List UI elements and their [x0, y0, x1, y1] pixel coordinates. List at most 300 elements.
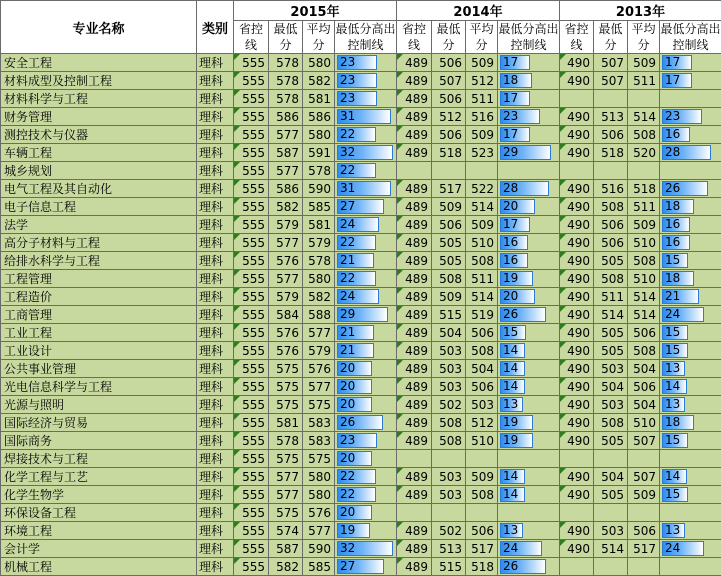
control-line-cell: 555: [234, 252, 269, 270]
table-row: [1, 558, 721, 576]
avg-score-cell: 514: [466, 198, 498, 216]
avg-score-cell: 585: [303, 558, 335, 576]
control-line-cell: 555: [234, 414, 269, 432]
above-line-value: 21: [338, 344, 373, 357]
avg-score-cell: 510: [628, 414, 660, 432]
control-line-cell: 490: [560, 198, 594, 216]
above-line-value: 13: [501, 524, 522, 537]
data-bar: [337, 325, 374, 340]
avg-score-cell: 516: [466, 108, 498, 126]
avg-score-cell: 508: [628, 252, 660, 270]
above-line-value: 17: [501, 218, 529, 231]
above-line-value: 26: [501, 308, 545, 321]
min-score-cell: 506: [594, 234, 628, 252]
data-bar: [337, 163, 376, 178]
above-line-cell: [498, 252, 560, 270]
avg-score-cell: 504: [466, 360, 498, 378]
above-line-cell: [660, 522, 721, 540]
min-score-cell: 581: [269, 414, 303, 432]
control-line-cell: 489: [397, 396, 432, 414]
avg-score-cell: [628, 504, 660, 522]
data-bar: [500, 379, 525, 394]
data-bar: [337, 253, 374, 268]
above-line-cell: [660, 360, 721, 378]
control-line-cell: 489: [397, 486, 432, 504]
avg-score-cell: 510: [628, 270, 660, 288]
above-line-value: 14: [501, 488, 524, 501]
data-bar: [337, 289, 379, 304]
data-bar: [337, 73, 377, 88]
data-bar: [337, 559, 384, 574]
above-line-cell: [335, 288, 397, 306]
category-cell: 理科: [197, 396, 234, 414]
avg-score-cell: 519: [466, 306, 498, 324]
category-cell: 理科: [197, 108, 234, 126]
control-line-cell: 555: [234, 216, 269, 234]
major-name-cell: 化学工程与工艺: [1, 468, 197, 486]
data-bar: [662, 541, 704, 556]
min-score-cell: 502: [432, 396, 466, 414]
data-bar: [662, 145, 711, 160]
above-line-cell: [660, 54, 721, 72]
avg-score-cell: 510: [628, 234, 660, 252]
data-bar: [662, 433, 688, 448]
avg-score-cell: 508: [466, 486, 498, 504]
control-line-cell: 490: [560, 324, 594, 342]
avg-score-cell: 507: [628, 432, 660, 450]
major-name-cell: 工程管理: [1, 270, 197, 288]
avg-score-cell: 518: [466, 558, 498, 576]
table-row: [1, 396, 721, 414]
above-line-cell: [335, 558, 397, 576]
min-score-cell: 584: [269, 306, 303, 324]
min-score-cell: [594, 558, 628, 576]
major-name-cell: 电子信息工程: [1, 198, 197, 216]
major-name-cell: 环境工程: [1, 522, 197, 540]
data-bar: [662, 217, 690, 232]
data-bar: [662, 199, 694, 214]
above-line-cell: [660, 126, 721, 144]
above-line-value: 28: [501, 182, 548, 195]
category-cell: 理科: [197, 468, 234, 486]
data-bar: [662, 73, 692, 88]
table-body: [1, 54, 721, 576]
table-header: [1, 1, 721, 54]
above-line-cell: [498, 270, 560, 288]
data-bar: [500, 253, 528, 268]
avg-score-cell: 508: [628, 342, 660, 360]
above-line-value: 15: [663, 254, 687, 267]
table-row: [1, 432, 721, 450]
table-row: [1, 234, 721, 252]
above-line-cell: [335, 432, 397, 450]
min-score-cell: 505: [594, 432, 628, 450]
above-line-cell: [498, 468, 560, 486]
avg-score-cell: 503: [466, 396, 498, 414]
above-line-value: 26: [338, 416, 382, 429]
above-line-cell: [498, 378, 560, 396]
above-line-cell: [498, 306, 560, 324]
above-line-cell: [335, 270, 397, 288]
avg-score-cell: 585: [303, 198, 335, 216]
above-line-value: 15: [663, 326, 687, 339]
above-line-cell: [335, 126, 397, 144]
min-score-cell: 508: [432, 414, 466, 432]
data-bar: [337, 397, 372, 412]
category-cell: 理科: [197, 126, 234, 144]
major-name-cell: 焊接技术与工程: [1, 450, 197, 468]
table-row: [1, 324, 721, 342]
min-score-cell: 506: [432, 216, 466, 234]
avg-score-cell: 580: [303, 468, 335, 486]
avg-score-cell: 579: [303, 342, 335, 360]
above-line-cell: [660, 90, 721, 108]
data-bar: [337, 361, 372, 376]
data-bar: [662, 55, 692, 70]
control-line-cell: 489: [397, 216, 432, 234]
min-score-cell: 587: [269, 144, 303, 162]
min-score-cell: 575: [269, 360, 303, 378]
data-bar: [337, 487, 376, 502]
above-line-value: 13: [501, 398, 522, 411]
control-line-cell: 490: [560, 108, 594, 126]
min-score-cell: 576: [269, 342, 303, 360]
control-line-header: 省控线: [560, 21, 594, 54]
above-line-value: 20: [338, 506, 371, 519]
avg-score-cell: [466, 162, 498, 180]
avg-score-cell: 510: [466, 234, 498, 252]
control-line-cell: [397, 162, 432, 180]
control-line-cell: 490: [560, 540, 594, 558]
above-line-value: 32: [338, 542, 392, 555]
data-bar: [500, 73, 532, 88]
above-line-value: 17: [501, 128, 529, 141]
avg-score-cell: 509: [628, 486, 660, 504]
min-score-cell: 514: [594, 540, 628, 558]
control-line-cell: 489: [397, 72, 432, 90]
major-name-cell: 环保设备工程: [1, 504, 197, 522]
table-row: [1, 54, 721, 72]
control-line-cell: 555: [234, 342, 269, 360]
major-name-cell: 材料成型及控制工程: [1, 72, 197, 90]
year-2015-header: 2015年: [234, 1, 397, 21]
avg-score-cell: 511: [628, 72, 660, 90]
avg-score-cell: 511: [466, 270, 498, 288]
above-line-cell: [498, 396, 560, 414]
above-line-value: 15: [663, 344, 687, 357]
min-score-cell: 509: [432, 288, 466, 306]
control-line-cell: 490: [560, 144, 594, 162]
above-line-cell: [498, 432, 560, 450]
above-line-value: 19: [501, 434, 532, 447]
major-name-cell: 工业设计: [1, 342, 197, 360]
above-line-value: 29: [338, 308, 387, 321]
min-score-cell: 518: [594, 144, 628, 162]
year-2013-header: 2013年: [560, 1, 721, 21]
above-line-value: 26: [663, 182, 707, 195]
major-name-cell: 车辆工程: [1, 144, 197, 162]
above-line-value: 15: [663, 488, 687, 501]
above-line-cell: [498, 90, 560, 108]
avg-score-cell: 580: [303, 54, 335, 72]
control-line-cell: 489: [397, 108, 432, 126]
above-line-value: 19: [501, 272, 532, 285]
major-name-cell: 工商管理: [1, 306, 197, 324]
major-name-cell: 电气工程及其自动化: [1, 180, 197, 198]
data-bar: [662, 127, 690, 142]
control-line-cell: 555: [234, 144, 269, 162]
above-line-cell: [498, 144, 560, 162]
data-bar: [500, 217, 530, 232]
control-line-cell: 490: [560, 72, 594, 90]
above-line-cell: [335, 54, 397, 72]
control-line-cell: 555: [234, 324, 269, 342]
control-line-cell: 489: [397, 252, 432, 270]
avg-score-cell: 509: [466, 126, 498, 144]
avg-score-cell: 583: [303, 414, 335, 432]
data-bar: [662, 379, 687, 394]
above-line-value: 18: [663, 416, 693, 429]
above-line-cell: [335, 468, 397, 486]
table-row: [1, 270, 721, 288]
above-line-value: 22: [338, 488, 375, 501]
table-row: [1, 162, 721, 180]
control-line-cell: 555: [234, 468, 269, 486]
above-line-value: 13: [663, 524, 684, 537]
above-line-value: 16: [501, 236, 527, 249]
data-bar: [662, 325, 688, 340]
avg-score-cell: 509: [466, 468, 498, 486]
control-line-cell: 555: [234, 108, 269, 126]
data-bar: [337, 91, 377, 106]
min-score-cell: 506: [432, 54, 466, 72]
avg-score-cell: 575: [303, 450, 335, 468]
control-line-cell: 489: [397, 324, 432, 342]
min-score-header: 最低分: [594, 21, 628, 54]
control-line-cell: 555: [234, 126, 269, 144]
above-line-value: 16: [663, 218, 689, 231]
category-cell: 理科: [197, 144, 234, 162]
control-line-cell: 489: [397, 432, 432, 450]
avg-score-cell: 514: [466, 288, 498, 306]
avg-score-header: 平均分: [466, 21, 498, 54]
control-line-cell: 489: [397, 144, 432, 162]
above-line-cell: [335, 234, 397, 252]
control-line-cell: [397, 504, 432, 522]
control-line-cell: 555: [234, 450, 269, 468]
table-row: [1, 540, 721, 558]
above-line-value: 18: [501, 74, 531, 87]
data-bar: [337, 523, 370, 538]
min-score-cell: 577: [269, 234, 303, 252]
above-line-value: 16: [663, 236, 689, 249]
data-bar: [500, 145, 551, 160]
major-name-cell: 工程造价: [1, 288, 197, 306]
min-score-cell: 503: [594, 522, 628, 540]
control-line-cell: 489: [397, 558, 432, 576]
above-line-value: 17: [501, 92, 529, 105]
control-line-cell: 555: [234, 270, 269, 288]
min-score-cell: 508: [432, 432, 466, 450]
above-line-cell: [660, 144, 721, 162]
avg-score-cell: 576: [303, 504, 335, 522]
above-line-value: 26: [501, 560, 545, 573]
min-score-cell: 576: [269, 252, 303, 270]
min-score-cell: 503: [594, 360, 628, 378]
data-bar: [337, 451, 372, 466]
avg-score-cell: 511: [466, 90, 498, 108]
control-line-cell: 555: [234, 90, 269, 108]
above-line-cell: [660, 540, 721, 558]
min-score-cell: 517: [432, 180, 466, 198]
min-score-header: 最低分: [432, 21, 466, 54]
avg-score-cell: 509: [628, 54, 660, 72]
avg-score-cell: 577: [303, 324, 335, 342]
min-score-cell: 579: [269, 216, 303, 234]
avg-score-cell: 590: [303, 540, 335, 558]
major-name-cell: 材料科学与工程: [1, 90, 197, 108]
major-name-cell: 光电信息科学与工程: [1, 378, 197, 396]
above-line-cell: [335, 342, 397, 360]
avg-score-header: 平均分: [303, 21, 335, 54]
data-bar: [662, 343, 688, 358]
above-line-value: 14: [663, 470, 686, 483]
avg-score-cell: 506: [628, 324, 660, 342]
control-line-cell: [397, 450, 432, 468]
above-line-cell: [335, 144, 397, 162]
above-line-cell: [498, 54, 560, 72]
above-line-value: 23: [663, 110, 701, 123]
avg-score-cell: 586: [303, 108, 335, 126]
min-score-cell: 503: [432, 378, 466, 396]
min-score-cell: 507: [432, 72, 466, 90]
control-line-cell: 555: [234, 432, 269, 450]
above-line-value: 14: [501, 344, 524, 357]
data-bar: [337, 379, 372, 394]
above-line-value: 20: [338, 452, 371, 465]
control-line-cell: 490: [560, 270, 594, 288]
avg-score-cell: 514: [628, 306, 660, 324]
data-bar: [337, 343, 374, 358]
table-row: [1, 144, 721, 162]
min-score-cell: 575: [269, 504, 303, 522]
min-score-cell: 512: [432, 108, 466, 126]
above-line-cell: [498, 558, 560, 576]
above-line-cell: [660, 234, 721, 252]
control-line-header: 省控线: [397, 21, 432, 54]
control-line-cell: 555: [234, 72, 269, 90]
above-line-cell: [335, 414, 397, 432]
data-bar: [500, 541, 542, 556]
control-line-cell: 555: [234, 504, 269, 522]
data-bar: [500, 235, 528, 250]
above-line-value: 24: [338, 218, 378, 231]
above-line-cell: [335, 540, 397, 558]
control-line-cell: 490: [560, 522, 594, 540]
data-bar: [337, 505, 372, 520]
data-bar: [337, 433, 377, 448]
min-score-cell: 513: [594, 108, 628, 126]
major-name-cell: 法学: [1, 216, 197, 234]
min-score-cell: 578: [269, 90, 303, 108]
avg-score-cell: 523: [466, 144, 498, 162]
control-line-cell: 555: [234, 234, 269, 252]
avg-score-cell: 588: [303, 306, 335, 324]
min-score-cell: 508: [594, 414, 628, 432]
control-line-cell: 555: [234, 162, 269, 180]
above-line-value: 31: [338, 110, 390, 123]
control-line-cell: 490: [560, 396, 594, 414]
data-bar: [500, 91, 530, 106]
major-name-cell: 公共事业管理: [1, 360, 197, 378]
data-bar: [337, 199, 384, 214]
above-line-value: 22: [338, 236, 375, 249]
data-bar: [662, 415, 694, 430]
avg-score-cell: 580: [303, 126, 335, 144]
major-name-cell: 安全工程: [1, 54, 197, 72]
min-score-cell: 587: [269, 540, 303, 558]
min-score-cell: 575: [269, 450, 303, 468]
data-bar: [337, 541, 393, 556]
above-line-value: 15: [501, 326, 525, 339]
avg-score-cell: 514: [628, 108, 660, 126]
above-line-cell: [335, 198, 397, 216]
control-line-cell: 489: [397, 522, 432, 540]
data-bar: [500, 127, 530, 142]
category-cell: 理科: [197, 324, 234, 342]
above-line-cell: [498, 414, 560, 432]
avg-score-cell: 510: [466, 432, 498, 450]
above-line-cell: [498, 450, 560, 468]
above-line-value: 20: [501, 200, 534, 213]
category-cell: 理科: [197, 180, 234, 198]
min-score-cell: 505: [432, 252, 466, 270]
control-line-cell: 489: [397, 306, 432, 324]
table-row: [1, 126, 721, 144]
category-cell: 理科: [197, 540, 234, 558]
control-line-cell: 489: [397, 342, 432, 360]
data-bar: [500, 271, 533, 286]
above-line-value: 17: [663, 74, 691, 87]
above-line-cell: [660, 180, 721, 198]
data-bar: [337, 235, 376, 250]
control-line-cell: 490: [560, 378, 594, 396]
avg-score-cell: [628, 162, 660, 180]
control-line-cell: 489: [397, 180, 432, 198]
category-cell: 理科: [197, 234, 234, 252]
above-line-cell: [335, 450, 397, 468]
category-cell: 理科: [197, 450, 234, 468]
control-line-cell: 489: [397, 234, 432, 252]
above-line-cell: [335, 504, 397, 522]
above-line-value: 23: [338, 434, 376, 447]
data-bar: [662, 361, 685, 376]
data-bar: [337, 55, 377, 70]
min-score-cell: 518: [432, 144, 466, 162]
avg-score-cell: 512: [466, 72, 498, 90]
above-line-cell: [498, 324, 560, 342]
min-score-cell: 577: [269, 270, 303, 288]
table-row: [1, 198, 721, 216]
control-line-cell: 490: [560, 54, 594, 72]
data-bar: [337, 307, 388, 322]
avg-score-header: 平均分: [628, 21, 660, 54]
avg-score-cell: 517: [466, 540, 498, 558]
avg-score-cell: 517: [628, 540, 660, 558]
above-line-cell: [660, 252, 721, 270]
control-line-cell: 555: [234, 522, 269, 540]
above-line-cell: [335, 108, 397, 126]
